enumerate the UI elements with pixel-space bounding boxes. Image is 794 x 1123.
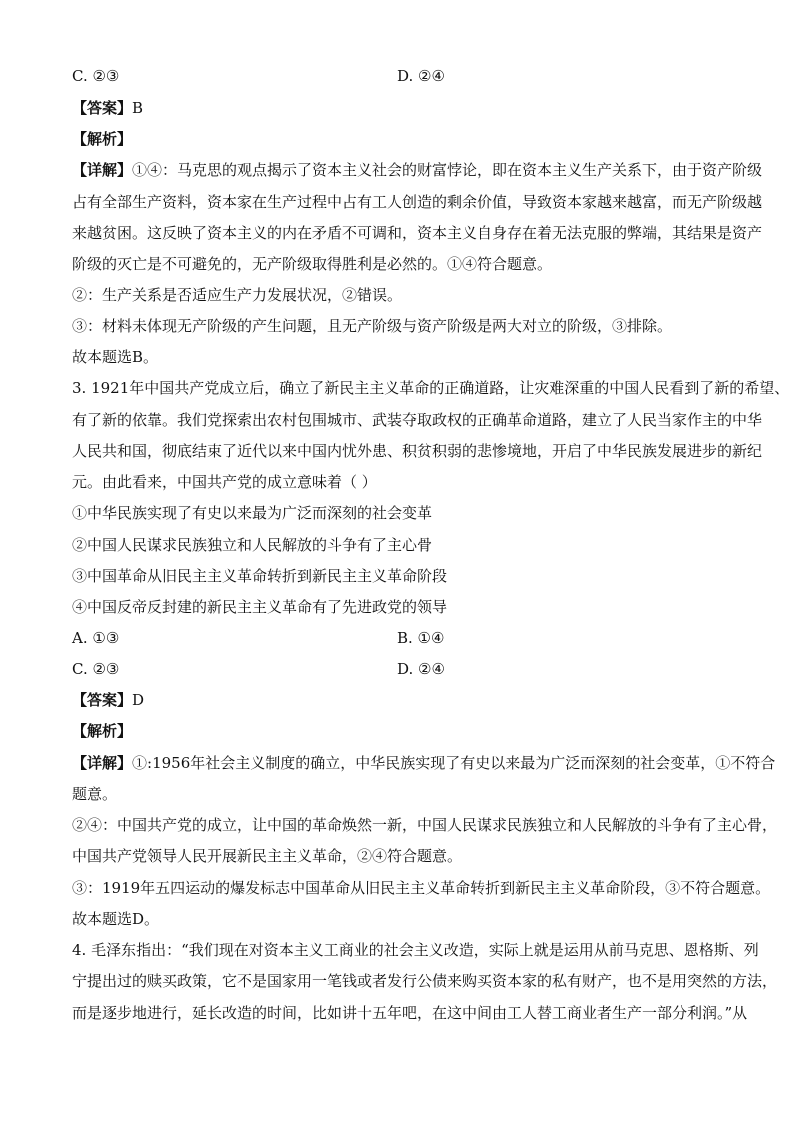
q3-point-24-line-1: ②④：中国共产党的成立，让中国的革命焕然一新，中国人民谋求民族独立和人民解放的斗争有了主心骨， — [72, 816, 778, 834]
q4-stem-line-1: 4. 毛泽东指出：“我们现在对资本主义工商业的社会主义改造，实际上就是运用从前马克思、恩格斯、列 — [72, 941, 759, 959]
q2-answer — [72, 98, 732, 118]
detail-text: ①④：马克思的观点揭示了资本主义社会的财富悖论，即在资本主义生产关系下，由于资产阶级 — [132, 161, 763, 179]
q2-detail-line-1 — [72, 160, 763, 180]
q3-stem-line-4: 元。由此看来，中国共产党的成立意味着（ ） — [72, 473, 377, 491]
q2-detail-line-2: 占有全部生产资料，资本家在生产过程中占有工人创造的剩余价值，导致资本家越来越富，而无产阶级越 — [72, 193, 763, 211]
q3-statement-3: ③中国革命从旧民主主义革命转折到新民主主义革命阶段 — [72, 567, 448, 585]
answer-tag: 【答案】 — [72, 99, 133, 117]
q2-option-d: D. ②④ — [397, 67, 445, 85]
q3-point-3: ③：1919年五四运动的爆发标志中国革命从旧民主主义革命转折到新民主主义革命阶段，③不符合题意。 — [72, 879, 771, 897]
q3-analysis-tag: 【解析】 — [72, 722, 133, 740]
q3-option-b: B. ①④ — [397, 629, 445, 647]
answer-value: B — [132, 99, 144, 117]
q4-stem-line-2: 宁提出过的赎买政策，它不是国家用一笔钱或者发行公债来购买资本家的私有财产，也不是用突然的方法， — [72, 972, 778, 990]
q3-option-c: C. ②③ — [72, 660, 120, 678]
q3-stem-line-1: 3. 1921年中国共产党成立后，确立了新民主主义革命的正确道路，让灾难深重的中国人民看到了新的希望、 — [72, 379, 790, 397]
q3-statement-1: ①中华民族实现了有史以来最为广泛而深刻的社会变革 — [72, 504, 433, 522]
q2-detail-line-4: 阶级的灭亡是不可避免的，无产阶级取得胜利是必然的。①④符合题意。 — [72, 255, 553, 273]
q3-point-24-line-2: 中国共产党领导人民开展新民主主义革命，②④符合题意。 — [72, 847, 463, 865]
q3-statement-2: ②中国人民谋求民族独立和人民解放的斗争有了主心骨 — [72, 536, 433, 554]
q2-conclusion: 故本题选B。 — [72, 348, 159, 366]
q3-detail-line-1 — [72, 753, 776, 773]
q3-statement-4: ④中国反帝反封建的新民主主义革命有了先进政党的领导 — [72, 598, 448, 616]
q3-detail-line-2: 题意。 — [72, 785, 118, 803]
q2-point-2: ②：生产关系是否适应生产力发展状况，②错误。 — [72, 286, 403, 304]
q3-answer — [72, 690, 732, 710]
q2-analysis-tag: 【解析】 — [72, 130, 133, 148]
detail-tag: 【详解】 — [72, 161, 133, 179]
q2-point-3: ③：材料未体现无产阶级的产生问题，且无产阶级与资产阶级是两大对立的阶级，③排除。 — [72, 317, 673, 335]
q3-conclusion: 故本题选D。 — [72, 910, 160, 928]
q3-stem-line-2: 有了新的依靠。我们党探索出农村包围城市、武装夺取政权的正确革命道路，建立了人民当家作主的中华 — [72, 411, 763, 429]
q4-stem-line-3: 而是逐步地进行，延长改造的时间，比如讲十五年吧，在这中间由工人替工商业者生产一部分利润。”从 — [72, 1004, 748, 1022]
q2-option-c: C. ②③ — [72, 67, 120, 85]
detail-tag: 【详解】 — [72, 754, 133, 772]
q2-detail-line-3: 来越贫困。这反映了资本主义的内在矛盾不可调和，资本主义自身存在着无法克服的弊端，其结果是资产 — [72, 224, 763, 242]
detail-text: ①:1956年社会主义制度的确立，中华民族实现了有史以来最为广泛而深刻的社会变革，①不符合 — [132, 754, 776, 772]
answer-value: D — [132, 691, 145, 709]
q3-option-d: D. ②④ — [397, 660, 445, 678]
q3-option-a: A. ①③ — [72, 629, 120, 647]
answer-tag: 【答案】 — [72, 691, 133, 709]
q3-stem-line-3: 人民共和国，彻底结束了近代以来中国内忧外患、积贫积弱的悲惨境地，开启了中华民族发展进步的新纪 — [72, 442, 763, 460]
